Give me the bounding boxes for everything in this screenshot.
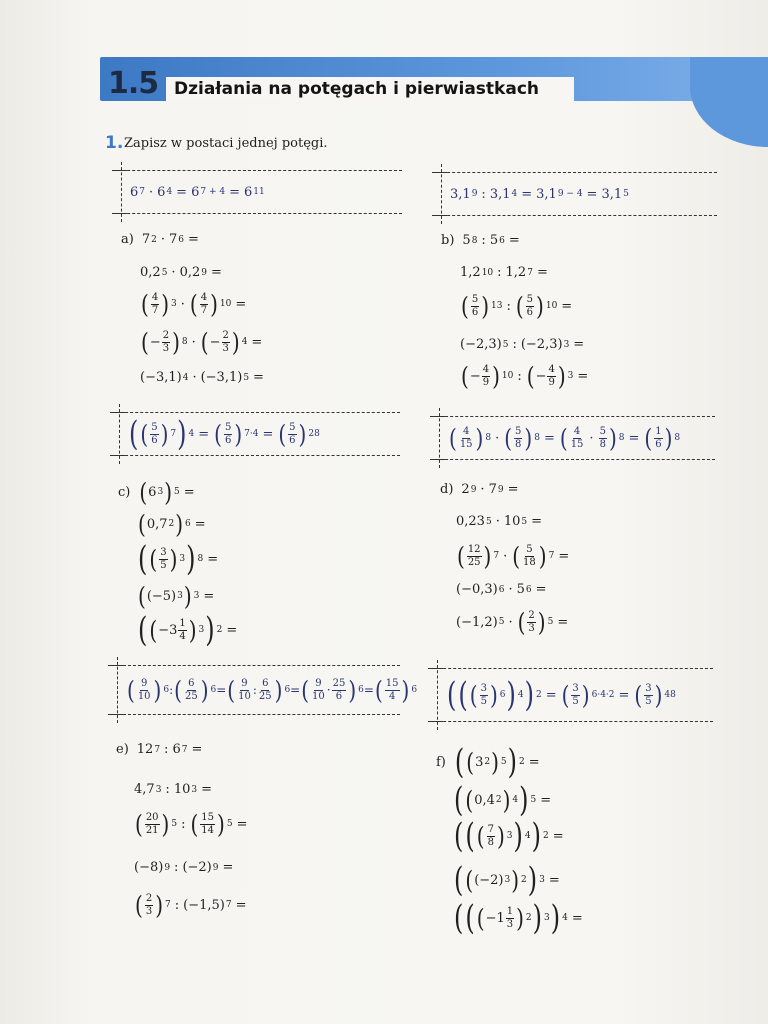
exercise-f-4: ( ( (−2) 3 ) 2 ) 3 =	[454, 860, 560, 900]
example-box-6	[428, 668, 713, 722]
exercise-b-4: (−2,3) 5 : (−2,3) 3 =	[460, 337, 585, 352]
exercise-d-1: d) 2 9 · 7 9 =	[440, 482, 519, 497]
exercise-e-5: ( 2 3 ) 7 : (−1,5) 7 =	[135, 890, 247, 920]
example-box-1	[112, 170, 402, 214]
exercise-b-2: 1,2 10 : 1,2 7 =	[460, 265, 548, 280]
exercise-f-3: ( ( ( 7 8 ) 3 ) 4 ) 2 =	[454, 816, 564, 856]
section-title: Działania na potęgach i pierwiastkach	[174, 79, 540, 99]
exercise-f-2: ( ( 0,4 2 ) 4 ) 5 =	[454, 780, 552, 820]
example-formula-1: 6 7 · 6 4 = 6 7 + 4 = 6 11	[130, 184, 265, 200]
example-box-4	[430, 416, 715, 460]
exercise-f-5: ( ( ( −1 1 3 ) 2 ) 3 ) 4 =	[454, 898, 583, 938]
example-box-2	[432, 172, 717, 216]
task-instruction: Zapisz w postaci jednej potęgi.	[124, 136, 328, 151]
exercise-b-3: ( 5 6 ) 13 : ( 5 6 ) 10 =	[461, 291, 573, 321]
exercise-a-5: (−3,1) 4 · (−3,1) 5 =	[140, 370, 264, 385]
exercise-d-2: 0,23 5 · 10 5 =	[456, 514, 543, 529]
exercise-e-4: (−8) 9 : (−2) 9 =	[134, 860, 234, 875]
example-formula-2: 3,1 9 : 3,1 4 = 3,1 9 − 4 = 3,1 5	[450, 186, 629, 202]
example-formula-5: ( 9 10 ) 6 : ( 6 25 ) 6 = ( 9 10 : 6 25 ) 6 = ( 9 10 · 25 6 ) 6 = ( 15 4 ) 6	[127, 675, 418, 705]
exercise-e-1: e) 12 7 : 6 7 =	[116, 742, 203, 757]
example-box-5	[108, 665, 418, 715]
exercise-d-4: (−0,3) 6 · 5 6 =	[456, 582, 547, 597]
exercise-b-1: b) 5 8 : 5 6 =	[441, 233, 520, 248]
exercise-d-5: (−1,2) 5 · ( 2 3 ) 5 =	[456, 607, 569, 637]
exercise-b-5: ( − 4 9 ) 10 : ( − 4 9 ) 3 =	[461, 361, 589, 391]
example-box-3	[110, 412, 400, 456]
example-formula-6: ( ( ( 3 5 ) 6 ) 4 ) 2 = ( 3 5 ) 6·4·2 = ( 3 5 ) 48	[447, 675, 676, 715]
exercise-f-1: f) ( ( 3 2 ) 5 ) 2 =	[436, 742, 540, 782]
exercise-a-2: 0,2 5 · 0,2 9 =	[140, 265, 222, 280]
exercise-a-1: a) 7 2 · 7 6 =	[121, 232, 199, 247]
section-number: 1.5	[108, 66, 159, 101]
exercise-e-2: 4,7 3 : 10 3 =	[134, 782, 212, 797]
example-formula-3: ( ( 5 6 ) 7 ) 4 = ( 5 6 ) 7·4 = ( 5 6 ) 28	[129, 414, 320, 454]
exercise-c-2: ( 0,7 2 ) 6 =	[138, 509, 206, 539]
exercise-c-4: ( (−5) 3 ) 3 =	[138, 581, 215, 611]
exercise-e-3: ( 20 21 ) 5 : ( 15 14 ) 5 =	[135, 809, 248, 839]
exercise-d-3: ( 12 25 ) 7 · ( 5 18 ) 7 =	[457, 541, 570, 571]
exercise-a-3: ( 4 7 ) 3 · ( 4 7 ) 10 =	[141, 289, 247, 319]
exercise-c-5: ( ( −3 1 4 ) 3 ) 2 =	[138, 610, 238, 650]
exercise-c-1: c) ( 6 3 ) 5 =	[118, 477, 195, 507]
task-number: 1.	[105, 133, 124, 153]
exercise-c-3: ( ( 3 5 ) 3 ) 8 =	[138, 539, 219, 579]
exercise-a-4: ( − 2 3 ) 8 · ( − 2 3 ) 4 =	[141, 327, 263, 357]
example-formula-4: ( 4 15 ) 8 · ( 5 8 ) 8 = ( 4 15 · 5 8 ) 8 = ( 1 6 ) 8	[449, 423, 681, 453]
